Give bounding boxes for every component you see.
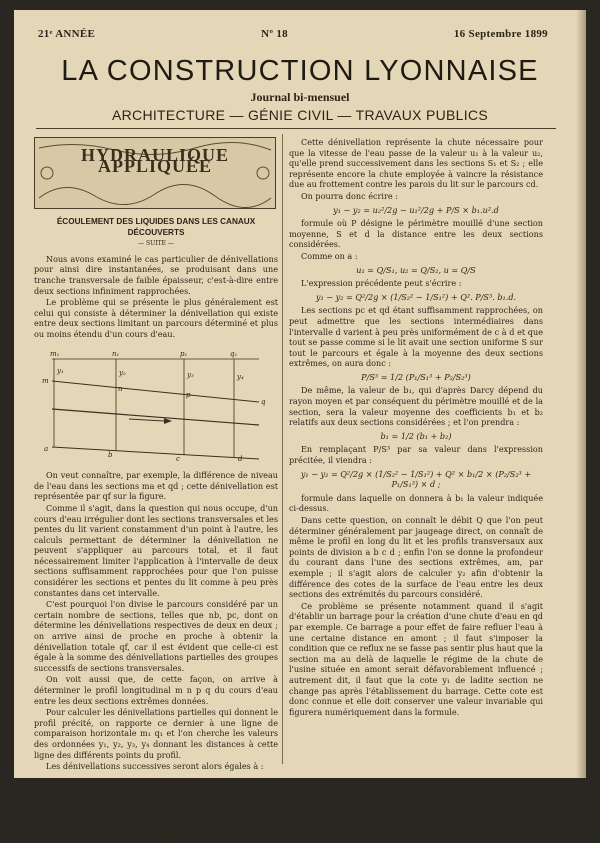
canal-profile-figure — [34, 347, 272, 462]
fig-label: p — [186, 390, 191, 399]
paragraph: Comme on a : — [301, 250, 358, 261]
fig-label: y₃ — [187, 370, 194, 379]
paragraph: Le problème qui se présente le plus généralement est celui qui consiste à déterminer la dénivellation qui existe entre deux sections limitant un parcours déterminé et plus ou moins étendu d'un cours d'eau. — [34, 297, 278, 339]
issue-number: Nº 18 — [261, 28, 288, 40]
issue-date: 16 Septembre 1899 — [453, 28, 548, 40]
right-column — [289, 137, 543, 718]
banner-title: HYDRAULIQUE APPLIQUÉE — [80, 145, 229, 176]
fig-label: m₁ — [50, 349, 60, 358]
equation: y₁ − y₂ = Q²/2g × (1/S₂² − 1/S₁²) + Q². P/S³. b₁.d. — [315, 291, 517, 302]
fig-label: n₁ — [112, 349, 120, 358]
paragraph: Comme il s'agit, dans la question qui nous occupe, d'un cours d'eau irrégulier dont les sections transversales et les pentes du lit varient constamment d'un point à l'autre, les calculs permettant de déterminer la dénivellation ne peuvent s'appliquer au parcours total, et il faut nécessairement limiter l'application à l'intervalle de deux sections suffisamment rapprochées pour que l'on puisse considérer les sections et pentes du lit comme à peu près constantes dans cet intervalle. — [34, 502, 278, 598]
journal-sections: ARCHITECTURE — GÉNIE CIVIL — TRAVAUX PUBLICS — [112, 107, 488, 123]
paragraph: formule où P désigne le périmètre mouillé d'une section moyenne, S et d la distance entre les deux sections considérées. — [289, 218, 543, 250]
fig-label: q — [261, 397, 266, 406]
fig-label: a — [44, 444, 49, 453]
paragraph: C'est pourquoi l'on divise le parcours considéré par un certain nombre de sections, telles que nb, pc, dont on détermine les dénivellations respectives de deux en deux ; on arrive ainsi de proche en proche à obtenir la dénivellation totale qf, car il est évident que celle-ci est égale à la somme des dénivellations partielles des groupes successifs de sections transversales. — [34, 599, 278, 673]
article-banner — [34, 137, 276, 209]
paragraph: On veut connaître, par exemple, la différence de niveau de l'eau dans les sections ma et qd ; cette dénivellation est représentée par qf sur la figure. — [34, 470, 278, 502]
column-divider — [282, 134, 283, 764]
fig-label: p₁ — [180, 349, 188, 358]
equation: y₁ − y₂ = u₂²/2g − u₁²/2g + P/S × b₁.u².d — [333, 204, 499, 215]
equation: y₁ − y₂, y₂ − y₃, y₃ − y₄ — [109, 774, 203, 785]
paragraph: On pourra donc écrire : — [301, 190, 398, 201]
equation: P/S³ = 1/2 (P₁/S₁³ + P₂/S₂³) — [361, 371, 471, 382]
paragraph: Considérons en particulier la dénivellation partielle : — [46, 815, 264, 826]
paragraph: En remplaçant P/S³ par sa valeur dans l'expression précitée, il viendra : — [289, 444, 543, 466]
fig-label: n — [118, 384, 123, 393]
journal-page — [14, 10, 586, 840]
issue-year: 21ᵉ ANNÉE — [38, 28, 96, 40]
equation: b₁ = 1/2 (b₁ + b₂) — [380, 430, 452, 441]
header-rule — [36, 128, 556, 129]
paragraph: Dans cette question, on connaît le débit Q que l'on peut déterminer généralement par jaugeage direct, on connaît de même le profil en long du lit et les profils transversaux aux points de division a b c d ; enfin l'on se donne la profondeur du courant dans l'une des sections extrêmes, am, par exemple ; il s'agit alors de calculer y₂ afin d'obtenir la différence des cotes de la surface de l'eau entre les deux sections des extrémités du parcours considéré. — [289, 515, 543, 600]
fig-label: y₄ — [237, 372, 244, 381]
fig-label: y₂ — [119, 368, 126, 377]
article-heading: ÉCOULEMENT DES LIQUIDES DANS LES CANAUX DÉCOUVERTS — [56, 217, 256, 237]
journal-subtitle: Journal bi-mensuel — [250, 90, 350, 104]
equation: u₁ = Q/S₁, u₂ = Q/S₂, u = Q/S — [356, 264, 476, 275]
paragraph: De même, la valeur de b₁, qui d'après Darcy dépend du rayon moyen et par conséquent du périmètre mouillé et de la section, sera la valeur moyenne des coefficients b₁ et b₂ relatifs aux deux sections considérées ; et l'on prendra : — [289, 385, 543, 428]
paragraph: Pour calculer les dénivellations partielles qui donnent le profil précité, on rapporte ce dernier à une ligne de comparaison horizontale m₁ q₁ et l'on cherche les valeurs des ordonnées y₁, y₂, y₃, y₄ donnant les distances à cette ligne des différents points du profil. — [34, 707, 278, 760]
fig-label: d — [238, 454, 243, 462]
fig-label: b — [108, 450, 113, 459]
issue-header — [38, 28, 548, 40]
fig-label: c — [176, 454, 180, 462]
paragraph: On voit aussi que, de cette façon, on arrive à déterminer le profil longitudinal m n p q du cours d'eau entre les deux sections extrêmes données. — [34, 674, 278, 706]
paragraph: Nous avons examiné le cas particulier de dénivellations pour ainsi dire instantanées, se produisant dans une tranche transversale de faible épaisseur, c'est-à-dire entre deux sections infiniment rapprochées. — [34, 253, 278, 296]
paragraph: Les dénivellations successives seront alors égales à : — [46, 761, 264, 772]
article-suite: — SUITE — — [138, 240, 174, 248]
paragraph: Les sections pc et qd étant suffisamment rapprochées, on peut admettre que les sections intermédiaires dans l'intervalle d varient à peu près uniformément de c à d et que tout se passe comme si le lit avait une section uniforme S sur tout le parcours et égale à la moyenne des deux sections extrêmes, on aura donc : — [289, 305, 543, 369]
fig-label: y₁ — [57, 366, 64, 375]
fig-label: m — [42, 376, 49, 385]
equation: qf = y₁ − y₄. — [130, 801, 182, 812]
paragraph: L'expression précédente peut s'écrire : — [301, 278, 462, 289]
paragraph: Cette dénivellation représente la chute nécessaire pour que la vitesse de l'eau passe de la valeur u₁ à la valeur u₂, qu'elle prend successivement dans les sections S₁ et S₂ ; elle représente encore la chute employée à vaincre la résistance due au frottement contre les parois du lit sur le parcours cd. — [289, 137, 543, 190]
paragraph: Ce problème se présente notamment quand il s'agit d'établir un barrage pour la création d'une chute d'eau en qd par exemple. Ce barrage a pour effet de faire refluer l'eau à une certaine distance en amont ; il faut s'imposer la condition que ce reflux ne se fasse pas sentir plus haut que la section ma au delà de laquelle le régime de la chute de l'usine située en amont serait défavorablement influencé ; autrement dit, il faut que la cote y₁ de ladite section ne change pas après l'établissement du barrage. Cette cote est donc connue et elle doit conserver une valeur invariable qui figurera numériquement dans la formule. — [289, 600, 543, 717]
fig-label: q₁ — [230, 349, 238, 358]
paragraph: formule dans laquelle on donnera à b₁ la valeur indiquée ci-dessus. — [289, 492, 543, 514]
equation: y₁ − y₂ = Q²/2g × (1/S₂² − 1/S₁²) + Q² × b₁/2 × (P₂/S₂³ + P₁/S₁³) × d ; — [300, 468, 532, 490]
journal-title: LA CONSTRUCTION LYONNAISE — [61, 55, 539, 87]
paragraph: On aura de même : — [46, 788, 125, 799]
left-column — [34, 137, 278, 843]
equation: qi = y₁ − y₂. — [131, 829, 181, 840]
